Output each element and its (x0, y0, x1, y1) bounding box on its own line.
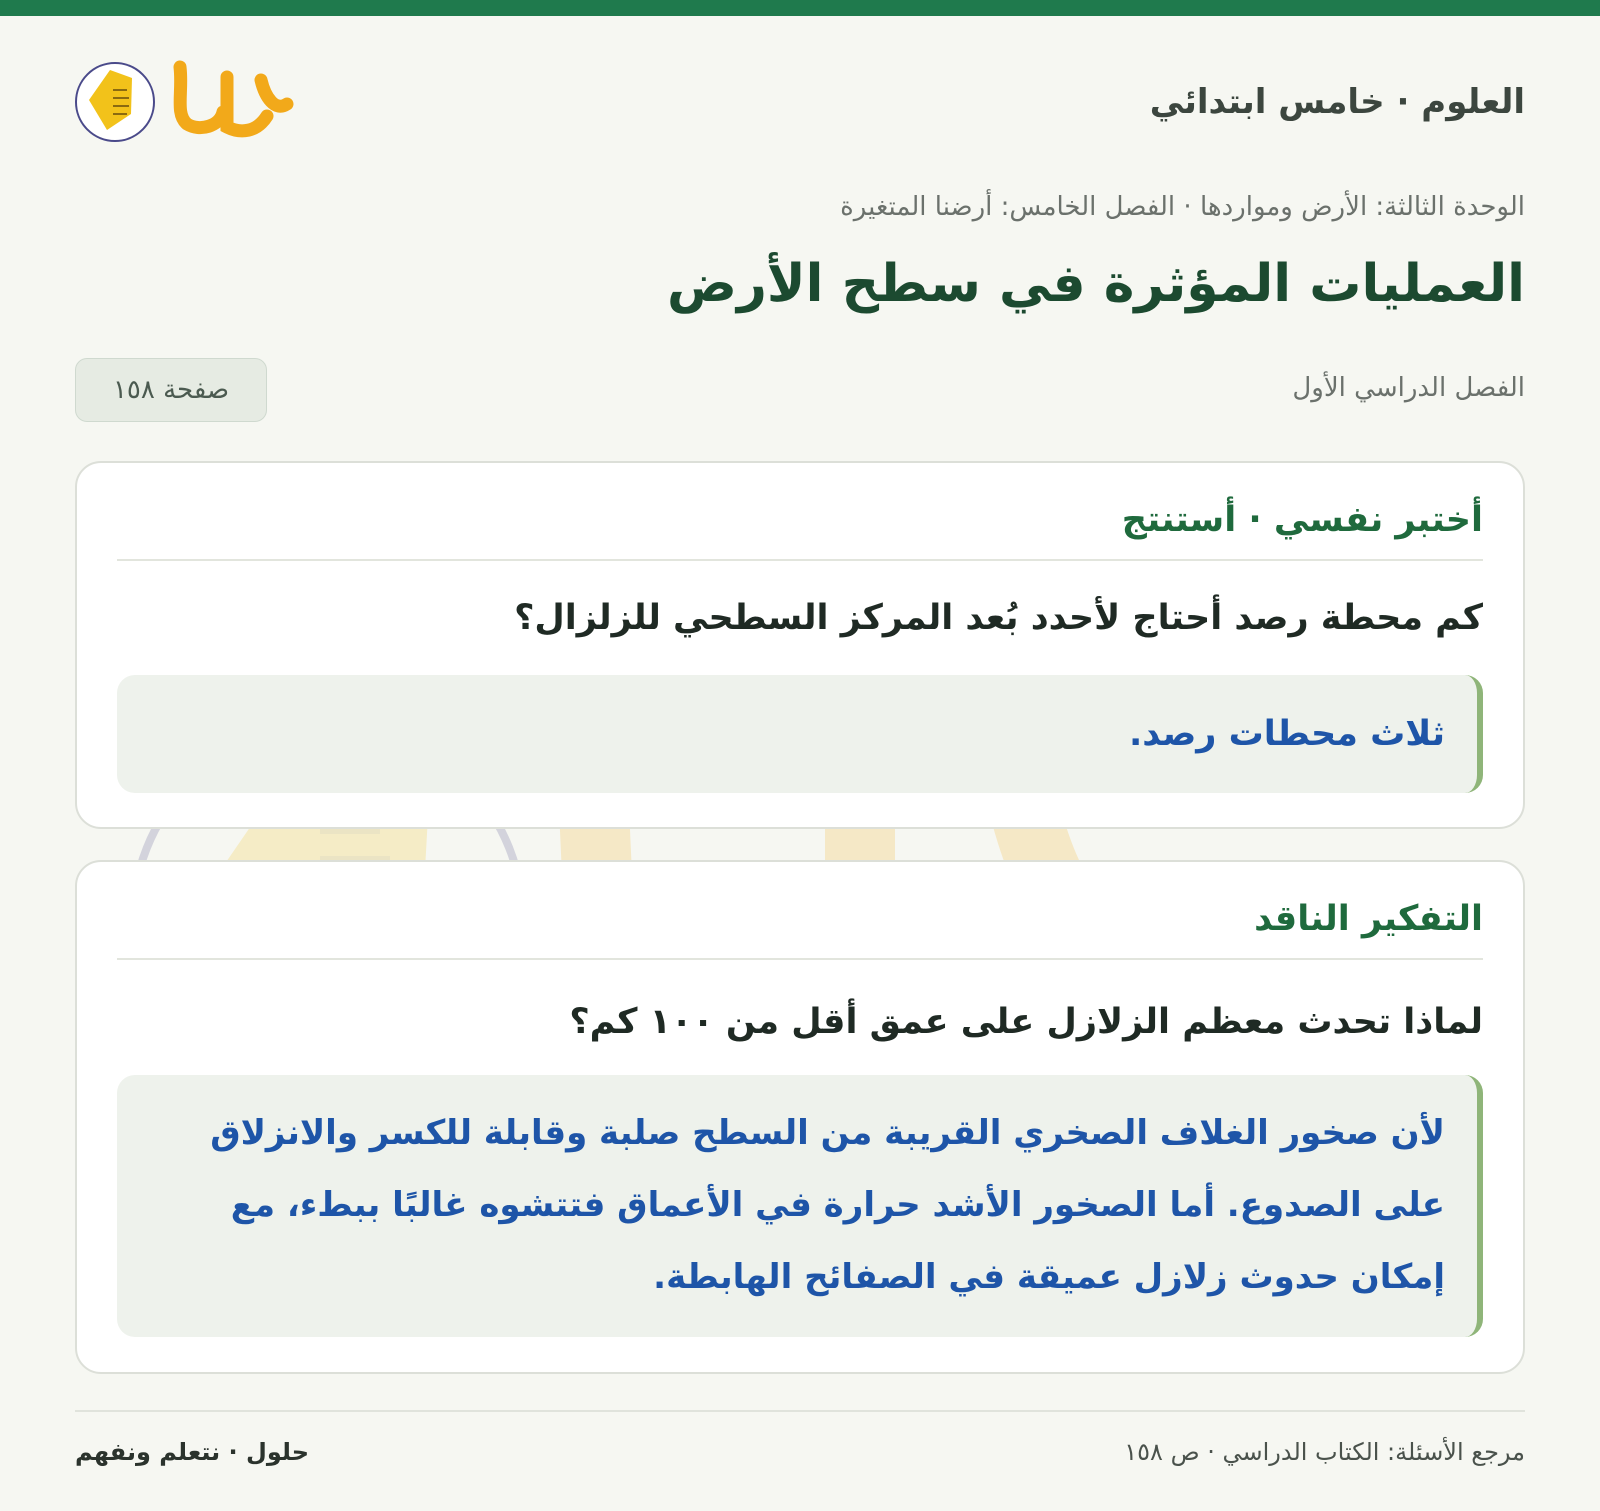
question-text: كم محطة رصد أحتاج لأحدد بُعد المركز السطحي للزلزال؟ (514, 598, 1483, 638)
answer-box: لأن صخور الغلاف الصخري القريبة من السطح صلبة وقابلة للكسر والانزلاق على الصدوع. أما الصخور الأشد حرارة في الأعماق فتتشوه غالبًا ببطء، مع إمكان حدوث زلازل عميقة في الصفائح الهابطة. (117, 1075, 1483, 1337)
question-card (75, 461, 1525, 829)
footer-divider (75, 1410, 1525, 1412)
question-card (75, 860, 1525, 1374)
question-text: لماذا تحدث معظم الزلازل على عمق أقل من ١٠٠ كم؟ (569, 1002, 1483, 1042)
subject-title: العلوم · خامس ابتدائي (1149, 82, 1525, 122)
card-title: التفكير الناقد (117, 894, 1483, 960)
page-header (75, 52, 1525, 162)
answer-box: ثلاث محطات رصد. (117, 675, 1483, 793)
page-number-badge: صفحة ١٥٨ (75, 358, 267, 422)
page-title: العمليات المؤثرة في سطح الأرض (667, 254, 1525, 314)
top-accent-bar (0, 0, 1600, 16)
hulul-logo[interactable] (75, 52, 335, 162)
breadcrumb: الوحدة الثالثة: الأرض ومواردها · الفصل الخامس: أرضنا المتغيرة (840, 192, 1525, 222)
card-title: أختبر نفسي · أستنتج (117, 495, 1483, 561)
footer-reference: مرجع الأسئلة: الكتاب الدراسي · ص ١٥٨ (1124, 1438, 1525, 1466)
footer-brand: حلول · نتعلم ونفهم (75, 1438, 309, 1466)
term-label: الفصل الدراسي الأول (1292, 373, 1525, 403)
